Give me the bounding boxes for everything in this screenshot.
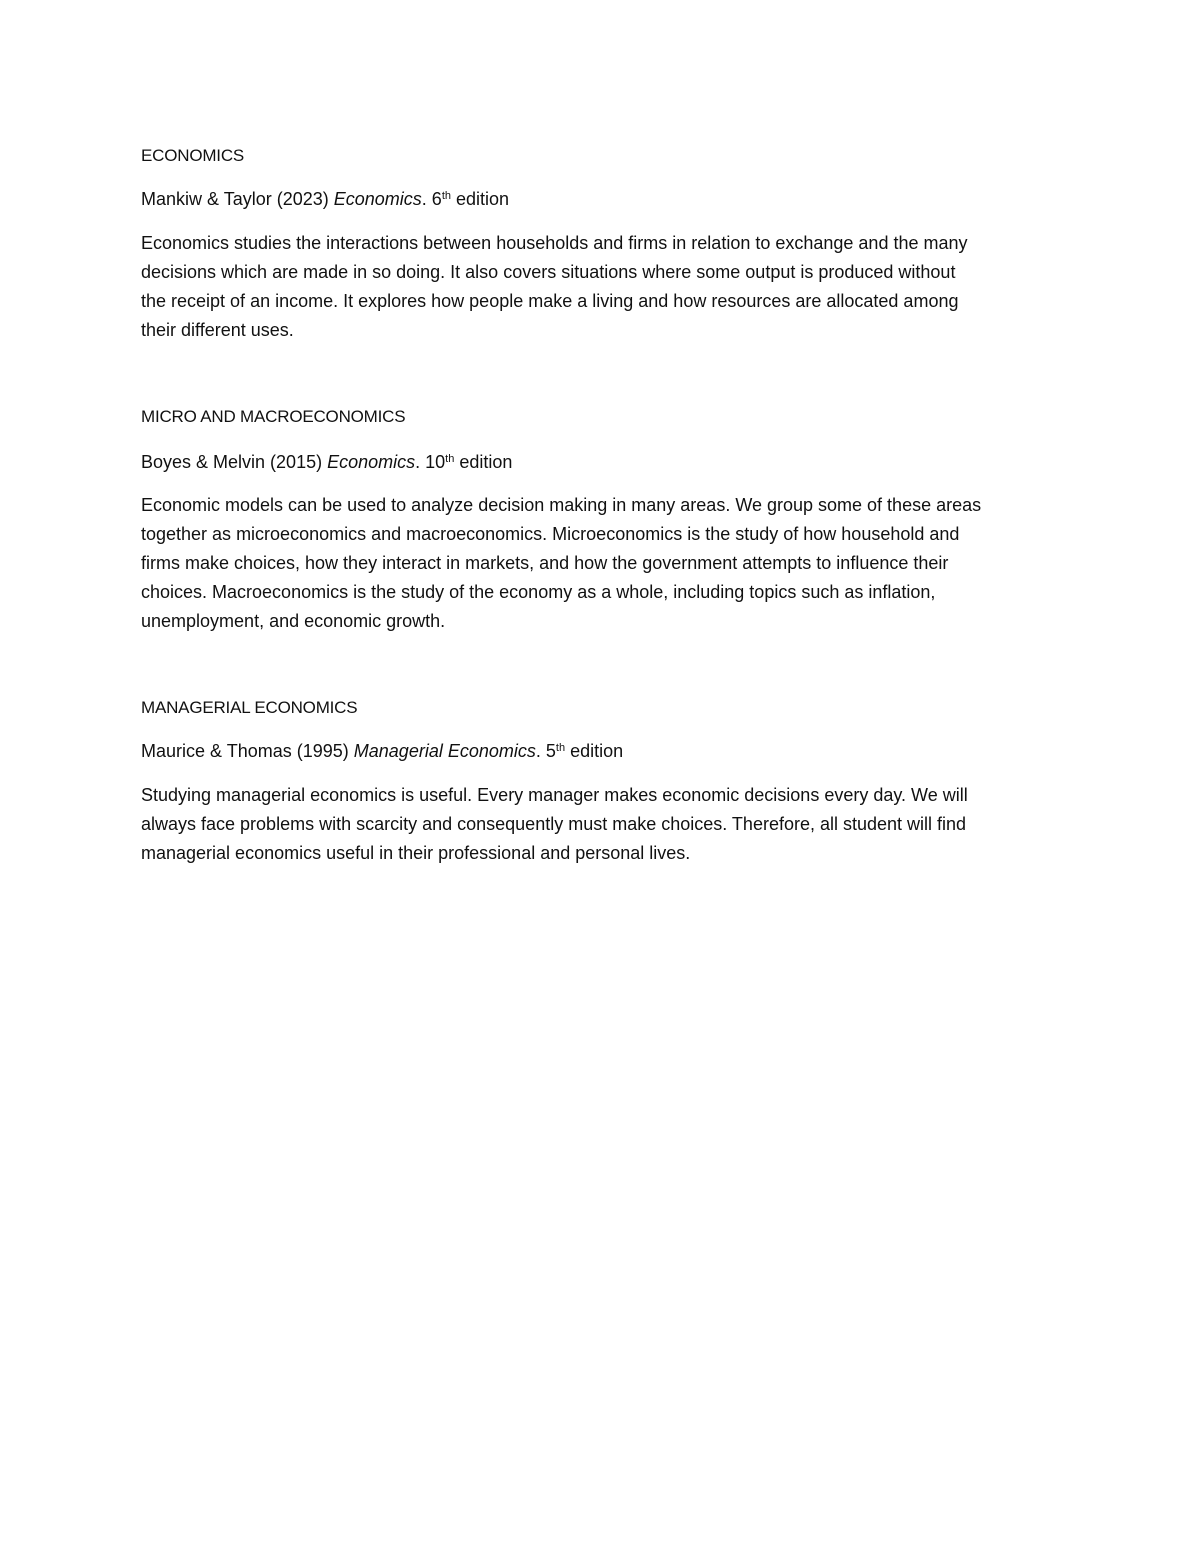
body-line: Economic models can be used to analyze decision making in many areas. We group some of these areas [141, 495, 982, 515]
citation-title: Economics [327, 452, 416, 472]
body-line: decisions which are made in so doing. It also covers situations where some output is produced without [141, 262, 956, 282]
citation-superscript: th [441, 189, 451, 202]
body-line: always face problems with scarcity and consequently must make choices. Therefore, all student will find [141, 814, 967, 834]
citation-edition: edition [454, 452, 513, 472]
section-citation [141, 451, 512, 473]
citation-authors: Mankiw & Taylor (2023) [141, 189, 329, 209]
body-line: firms make choices, how they interact in markets, and how the government attempts to influence their [141, 553, 949, 573]
section-citation [141, 188, 509, 210]
citation-edition-number: . 5 [535, 741, 556, 761]
section-heading: MANAGERIAL ECONOMICS [141, 698, 358, 717]
body-line: Economics studies the interactions between households and firms in relation to exchange and the many [141, 233, 968, 253]
section-body [141, 229, 968, 345]
section-body [141, 781, 968, 868]
citation-superscript: th [445, 452, 455, 465]
citation-authors: Boyes & Melvin (2015) [141, 452, 323, 472]
citation-title: Economics [333, 189, 422, 209]
body-line: the receipt of an income. It explores how people make a living and how resources are allocated among [141, 291, 959, 311]
body-line: choices. Macroeconomics is the study of the economy as a whole, including topics such as inflation, [141, 582, 936, 602]
section-body [141, 491, 981, 636]
section-heading: ECONOMICS [141, 146, 245, 165]
citation-title: Managerial Economics [353, 741, 536, 761]
citation-edition: edition [451, 189, 510, 209]
body-line: their different uses. [141, 320, 294, 340]
citation-edition: edition [565, 741, 624, 761]
section-heading: MICRO AND MACROECONOMICS [141, 407, 406, 426]
body-line: managerial economics useful in their professional and personal lives. [141, 843, 691, 863]
body-line: together as microeconomics and macroeconomics. Microeconomics is the study of how household and [141, 524, 960, 544]
citation-edition-number: . 6 [421, 189, 442, 209]
citation-superscript: th [555, 741, 566, 754]
body-line: unemployment, and economic growth. [141, 611, 446, 631]
citation-authors: Maurice & Thomas (1995) [141, 741, 349, 761]
section-citation [141, 740, 623, 762]
body-line: Studying managerial economics is useful. Every manager makes economic decisions every day. We will [141, 785, 968, 805]
citation-edition-number: . 10 [415, 452, 446, 472]
